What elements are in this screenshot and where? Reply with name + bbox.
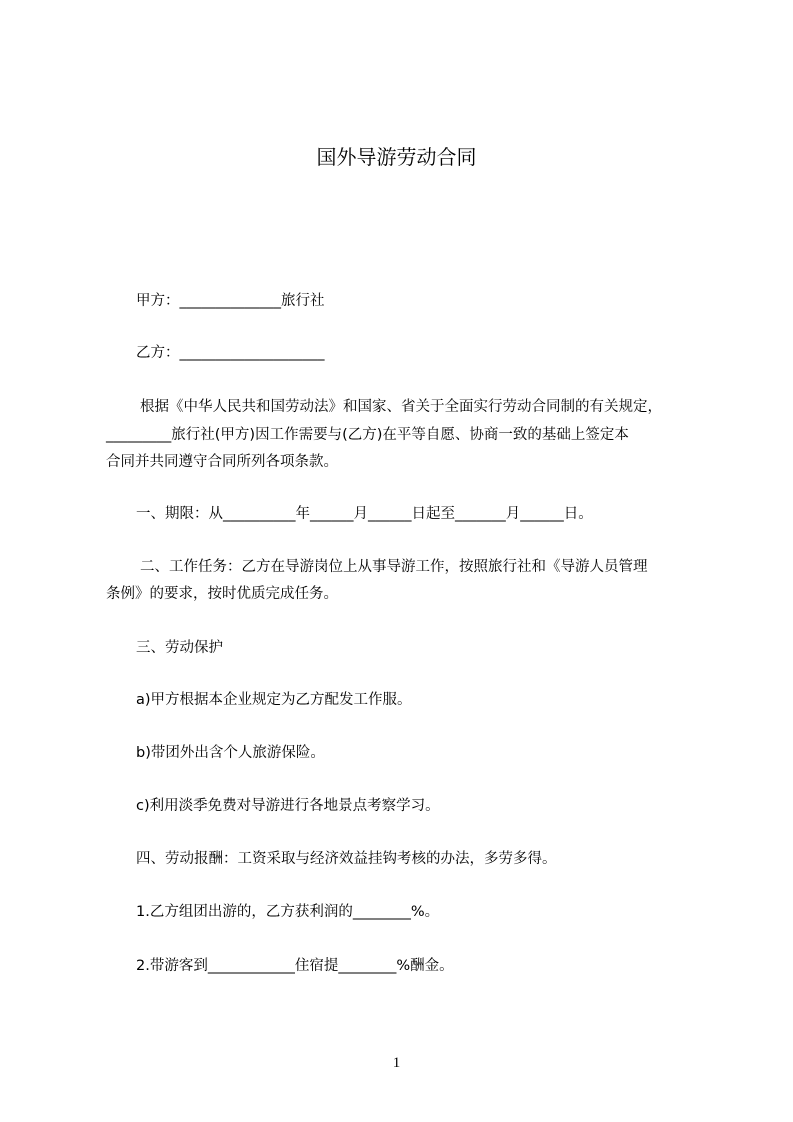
task-line-2: 条例》的要求，按时优质完成任务。	[106, 586, 338, 602]
term-clause: 一、期限：从__________年______月______日起至_______月______日。	[136, 506, 593, 522]
protection-heading: 三、劳动保护	[136, 640, 223, 656]
protection-item-b: b)带团外出含个人旅游保险。	[136, 745, 325, 761]
pay-item-1: 1.乙方组团出游的，乙方获利润的________%。	[136, 904, 440, 920]
party-b-line: 乙方：____________________	[136, 345, 325, 361]
protection-item-c: c)利用淡季免费对导游进行各地景点考察学习。	[136, 798, 440, 814]
party-a-line: 甲方：______________旅行社	[136, 293, 325, 309]
intro-line-2: _________旅行社(甲方)因工作需要与(乙方)在平等自愿、协商一致的基础上签定本	[106, 427, 629, 443]
document-title: 国外导游劳动合同	[316, 145, 477, 169]
pay-heading: 四、劳动报酬：工资采取与经济效益挂钩考核的办法，多劳多得。	[136, 851, 557, 867]
intro-line-1: 根据《中华人民共和国劳动法》和国家、省关于全面实行劳动合同制的有关规定，	[140, 399, 662, 415]
intro-line-3: 合同并共同遵守合同所列各项条款。	[106, 454, 338, 470]
protection-item-a: a)甲方根据本企业规定为乙方配发工作服。	[136, 692, 412, 708]
pay-item-2: 2.带游客到____________住宿提________%酬金。	[136, 958, 454, 974]
page-number: 1	[392, 1055, 401, 1071]
task-line-1: 二、工作任务：乙方在导游岗位上从事导游工作，按照旅行社和《导游人员管理	[140, 559, 648, 575]
